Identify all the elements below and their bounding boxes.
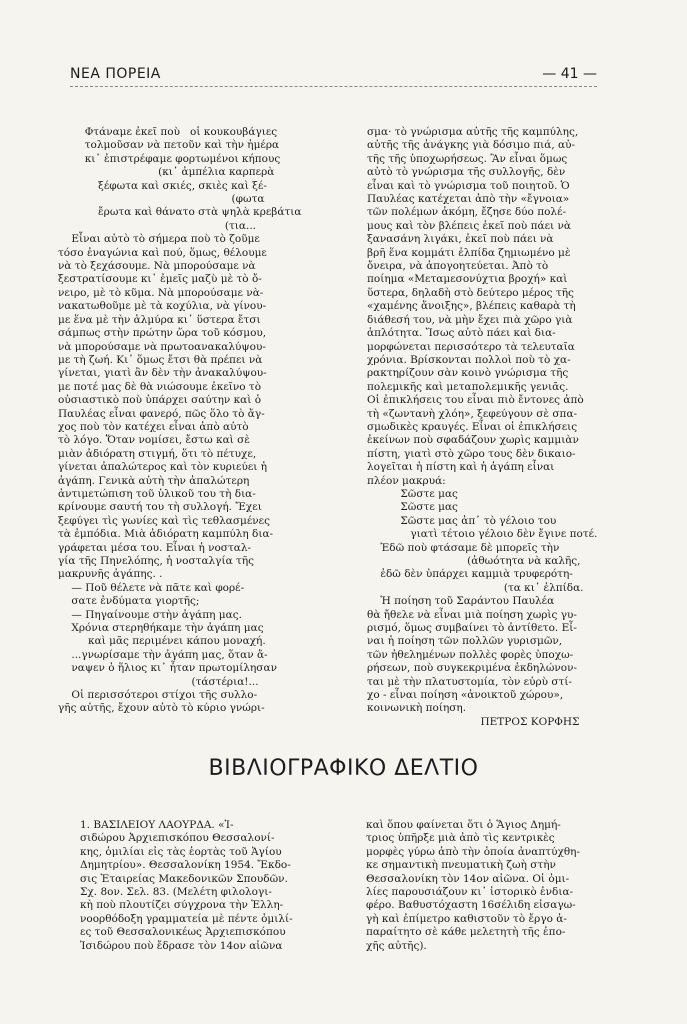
text-line: σμα· τὸ γνώρισμα αὐτῆς τῆς καμπύλης, <box>367 126 579 138</box>
text-line: χῆς αὐτῆς). <box>366 939 427 952</box>
text-line: Σῶστε μας ἀπ᾽ τὸ γέλοιο του <box>367 514 557 527</box>
text-line: τριος ὑπῆρξε μιὰ ἀπὸ τὶς κεντρικὲς <box>366 832 555 845</box>
text-line: αὐτῆς τῆς ἀνάγκης γιὰ δόσιμο πιά, αὐ- <box>367 139 576 152</box>
text-line: πίστη, γιατὶ στὸ χῶρο τους δὲν δικαιο- <box>367 447 576 460</box>
text-line: (τάστέρια!... <box>58 675 259 688</box>
text-line: Χρόνια στερηθήκαμε τὴν ἀγάπη μας <box>58 622 264 635</box>
text-line: ΠΕΤΡΟΣ ΚΟΡΦΗΣ <box>367 715 580 728</box>
text-line: Παυλέας εἶναι φανερό, πῶς ὅλο τὸ ἄγ- <box>58 407 265 420</box>
text-line: νειρο, μὲ τὸ κῦμα. Νὰ μπορούσαμε νὰ- <box>58 286 264 299</box>
text-line: ες τοῦ Θεσσαλονικέως Ἀρχιεπισκόπου <box>80 926 286 939</box>
text-line: «χαμένης ἄνοιξης», βλέπεις καθαρὰ τὴ <box>367 300 576 313</box>
text-line: με ἕνα μὲ τὴν ἁλμύρα κι᾽ ὕστερα ἔτσι <box>58 313 261 326</box>
article-column-right <box>367 126 645 729</box>
text-line: ἁπλότητα. Ἴσως αὐτὸ πάει καὶ δια- <box>367 327 556 340</box>
text-line: γιατὶ τέτοιο γέλοιο δὲν ἔγινε ποτέ. <box>367 528 598 541</box>
section-title: ΒΙΒΛΙΟΓΡΑΦΙΚΟ ΔΕΛΤΙΟ <box>208 756 479 781</box>
text-line: εἶναι καὶ τὸ γνώρισμα τοῦ ποιητοῦ. Ὁ <box>367 179 570 192</box>
text-line: με τὴ ζωή. Κι᾽ ὅμως ἔτσι θὰ πρέπει νὰ <box>58 353 263 366</box>
text-line: γίνεται, γιατὶ ἂν δὲν τὴν ἀνακαλύψου- <box>58 367 267 380</box>
text-line: με ποτέ μας δὲ θὰ νιώσουμε ἐκεῖνο τὸ <box>58 380 262 393</box>
text-line: χος ποὺ τὸν κατέχει εἶναι ἀπὸ αὐτὸ <box>58 420 249 433</box>
text-line: σιδώρου Ἀρχιεπισκόπου Θεσσαλονί- <box>80 832 275 845</box>
text-line: ξεφύγει τὶς γωνίες καὶ τὶς τεθλασμένες <box>58 514 270 527</box>
text-line: ξέφωτα καὶ σκιές, σκιὲς καὶ ξέ- <box>58 179 267 192</box>
text-line: σατε ἐνδύματα γιορτῆς; <box>58 595 200 608</box>
text-line: ξανασάνη λιγάκι, ἐκεῖ ποὺ πάει νὰ <box>367 233 554 246</box>
text-line: τόσο ἐναγώνια καὶ πού, ὅμως, θέλουμε <box>58 246 267 259</box>
text-line: ἀγάπη. Γενικὰ αὐτὴ τὴν ἀπαλώτερη <box>58 474 250 487</box>
text-line: παραίτητο σὲ κάθε μελετητὴ τῆς ἐπο- <box>366 926 566 939</box>
text-line: πολεμικῆς καὶ μεταπολεμικῆς γενιᾶς. <box>367 380 569 393</box>
journal-title: ΝΕΑ ΠΟΡΕΙΑ <box>70 66 161 82</box>
text-line: κε σημαντικὴ πνευματικὴ ζωὴ στὴν <box>366 859 556 872</box>
text-line: οὐσιαστικὸ ποὺ ὑπάρχει σαύτην καὶ ὁ <box>58 394 262 407</box>
text-line: μιὰν ἀδιόρατη στιγμή, ὅτι τὸ πέτυχε, <box>58 447 257 460</box>
text-line: τὰ ἐμπόδια. Μιὰ ἀδιόρατη καμπύλη δια- <box>58 528 274 541</box>
text-line: τῆς τῆς ὑποχωρήσεως. Ἂν εἶναι ὅμως <box>367 152 568 165</box>
text-line: Σχ. 8ον. Σελ. 83. (Μελέτη φιλολογι- <box>80 886 272 899</box>
text-line: (ἀθωότητα νὰ καλῆς, <box>367 555 581 567</box>
text-line: Ἐδῶ ποὺ φτάσαμε δὲ μπορεῖς τὴν <box>367 541 560 554</box>
text-line: ρήσεων, ποὺ συγκεκριμένα ἐκδηλώνον- <box>367 662 578 675</box>
text-line: κὴ ποὺ πλουτίζει σύγχρονα τὴν Ἑλλη- <box>80 899 284 912</box>
text-line: τολμοῦσαν νὰ πετοῦν καὶ τὴν ἡμέρα <box>58 139 280 152</box>
text-line: γίνεται ἀπαλώτερος καὶ τὸν κυριεύει ἡ <box>58 461 268 474</box>
text-line: (φωτα <box>58 193 265 206</box>
text-line: τῶν ἠθελημένων πολλὲς φορὲς ὑποχω- <box>367 648 574 661</box>
text-line: θὰ ἤθελε νὰ εἶναι μιὰ ποίηση χωρὶς γυ- <box>367 608 577 621</box>
text-line: ἔρωτα καὶ θάνατο στὰ ψηλὰ κρεβάτια <box>58 206 302 219</box>
text-line: ὕστερα, δηλαδὴ στὸ δεύτερο μέρος τῆς <box>367 286 574 299</box>
text-line: — Ποῦ θέλετε νὰ πᾶτε καὶ φορέ- <box>58 581 245 594</box>
text-line: μορφὲς γύρω ἀπὸ τὴν ὁποία ἀναπτύχθη- <box>366 845 580 858</box>
text-line: Φτάναμε ἐκεῖ ποὺ οἱ κουκουβάγιες <box>58 126 278 138</box>
text-line: σμωδικὲς κραυγές. Εἶναι οἱ ἐπικλήσεις <box>367 420 578 433</box>
text-line: Σῶστε μας <box>367 487 458 500</box>
text-line: Οἱ περισσότεροι στίχοι τῆς συλλο- <box>58 689 258 702</box>
text-line: μορφώνεται περισσότερο τὰ τελευταῖα <box>367 340 575 353</box>
text-line: νὰ μπορούσαμε νὰ πρωτοανακαλύψου- <box>58 340 266 353</box>
text-line: καὶ μᾶς περιμένει κάπου μοναχή. <box>58 635 266 648</box>
text-line: σάμπως στὴν πρώτην ὥρα τοῦ κόσμου, <box>58 327 267 340</box>
text-line: ἀντιμετώπιση τοῦ ὑλικοῦ του τὴ δια- <box>58 487 256 500</box>
text-line: Δημητρίου». Θεσσαλονίκη 1954. Ἔκδο- <box>80 859 291 872</box>
text-line: ποίημα «Μεταμεσονύχτια βροχή» καὶ <box>367 273 568 286</box>
text-line: φέρο. Βαθυστόχαστη 16σέλιδη εἰσαγω- <box>366 899 576 912</box>
text-line: χο - εἶναι ποίηση «ἀνοικτοῦ χώρου», <box>367 689 564 702</box>
text-line: αὐτὸ τὸ γνώρισμα τῆς συλλογῆς, δὲν <box>367 166 566 179</box>
text-line: γράφεται μέσα του. Εἶναι ἡ νοσταλ- <box>58 541 252 554</box>
text-line: κοινωνικὴ ποίηση. <box>367 702 467 715</box>
text-line: ρακτηρίζουν σὰν κοινὸ γνώρισμα τῆς <box>367 367 569 380</box>
article-column-left <box>58 126 358 716</box>
text-line: ται μὲ τὴν πλατυστομία, τὸν εὐρὺ στί- <box>367 675 573 688</box>
bibliography-column-right <box>366 819 646 953</box>
text-line: Ἡ ποίηση τοῦ Σαράντου Παυλέα <box>367 595 555 608</box>
text-line: διάθεσή του, νὰ μὴν ἔχει πιὰ χῶρο γιὰ <box>367 313 573 326</box>
text-line: ὄνειρα, νὰ ἀπογοητεύεται. Ἀπὸ τὸ <box>367 260 549 273</box>
text-line: — Πηγαίνουμε στὴν ἀγάπη μας. <box>58 608 242 621</box>
text-line: γὴ καὶ ἐπίμετρο καθιστοῦν τὸ ἔργο ἀ- <box>366 912 567 925</box>
text-line: λογεῖται ἡ πίστη καὶ ἡ ἀγάπη εἶναι <box>367 461 555 474</box>
text-line: τὴ «ζωντανὴ χλόη», ξεφεύγουν σὲ σπα- <box>367 407 578 420</box>
text-line: νακατωθοῦμε μὲ τὰ κοχύλια, νὰ γίνου- <box>58 300 267 313</box>
text-line: ἐκείνων ποὺ σφαδάζουν χωρὶς καμμιὰν <box>367 434 579 447</box>
text-line: Οἱ ἐπικλήσεις του εἶναι πιὸ ἔντονες ἀπὸ <box>367 394 584 407</box>
text-line: (κι᾽ ἀμπέλια καρπερὰ <box>58 166 275 179</box>
text-line: ἐδῶ δὲν ὑπάρχει καμμιὰ τρυφερότη- <box>367 568 573 581</box>
text-line: 1. ΒΑΣΙΛΕΙΟΥ ΛΑΟΥΡΔΑ. «Ἰ- <box>80 819 234 831</box>
text-line: μακρυνῆς ἀγάπης. . <box>58 568 163 581</box>
text-line: καὶ ὅπου φαίνεται ὅτι ὁ Ἅγιος Δημή- <box>366 819 561 831</box>
text-line: ξεστρατίσουμε κι᾽ ἐμεῖς μαζὺ μὲ τὸ ὄ- <box>58 273 262 286</box>
text-line: χρόνια. Βρίσκονται πολλοὶ ποὺ τὸ χα- <box>367 353 571 366</box>
text-line: γία τῆς Πηνελόπης, ἡ νοσταλγία τῆς <box>58 555 254 567</box>
text-line: Παυλέας κατέχεται ἀπὸ τὴν «ἔγνοια» <box>367 193 570 206</box>
text-line: κης, ὁμιλίαι εἰς τὰς ἑορτὰς τοῦ Ἁγίου <box>80 845 282 858</box>
text-line: κι᾽ ἐπιστρέφαμε φορτωμένοι κήπους <box>58 152 281 165</box>
text-line: βρῆ ἕνα κομμάτι ἐλπίδα ζημιωμένο μὲ <box>367 246 571 259</box>
text-line: ρισμό, ὅμως συμβαίνει τὸ ἀντίθετο. Εἶ- <box>367 622 577 635</box>
text-line: μους καὶ τὸν βλέπεις ἐκεῖ ποὺ πάει νὰ <box>367 219 571 232</box>
header-rule <box>70 86 597 87</box>
text-line: (τια... <box>58 219 257 232</box>
text-line: ναψεν ὁ ἥλιος κι᾽ ἦταν πρωτομίλησαν <box>58 662 277 675</box>
text-line: Εἶναι αὐτὸ τὸ σήμερα ποὺ τὸ ζοῦμε <box>58 233 260 246</box>
text-line: τῶν πολέμων ἀκόμη, ἔζησε δύο πολέ- <box>367 206 567 219</box>
text-line: Σῶστε μας <box>367 501 458 514</box>
text-line: λίες παρουσιάζουν κι᾽ ἱστορικὸ ἐνδια- <box>366 886 574 899</box>
bibliography-column-left <box>80 819 350 953</box>
text-line: γῆς αὐτῆς, ἔχουν αὐτὸ τὸ κύριο γνώρι- <box>58 702 265 715</box>
text-line: Ἰσιδώρου ποὺ ἔδρασε τὸν 14ον αἰῶνα <box>80 939 283 952</box>
text-line: ...γνωρίσαμε τὴν ἀγάπη μας, ὅταν ἄ- <box>58 648 268 661</box>
text-line: τὸ λόγο. Ὅταν νομίσει, ἔστω καὶ σὲ <box>58 434 250 447</box>
text-line: (τα κι᾽ ἐλπίδα. <box>367 581 584 594</box>
text-line: Θεσσαλονίκη τὸν 14ον αἰῶνα. Οἱ ὁμι- <box>366 872 570 885</box>
text-line: πλέον μακρυά: <box>367 474 446 487</box>
page-header <box>70 66 597 88</box>
text-line: νὰ τὸ ξεχάσουμε. Νὰ μπορούσαμε νὰ <box>58 260 256 273</box>
page-number: — 41 — <box>542 66 597 82</box>
text-line: νοορθόδοξη γραμματεία μὲ πέντε ὁμιλί- <box>80 912 293 925</box>
text-line: σις Ἑταιρείας Μακεδονικῶν Σπουδῶν. <box>80 872 288 885</box>
text-line: ναι ἡ ποίηση τῶν πολλῶν γυρισμῶν, <box>367 635 563 648</box>
text-line: κρίνουμε σαυτή του τὴ συλλογή. Ἔχει <box>58 501 262 514</box>
